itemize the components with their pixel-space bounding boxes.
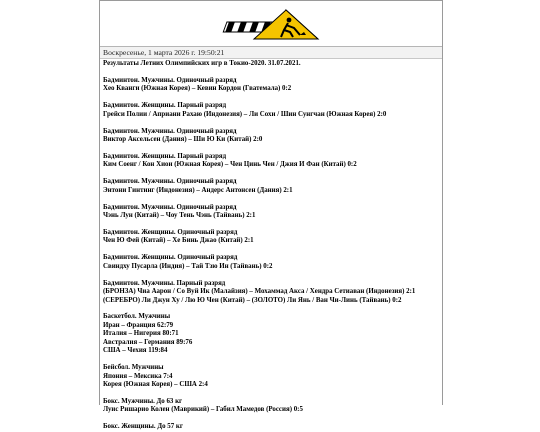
result-category: Бокс. Мужчины. До 63 кг bbox=[103, 397, 183, 405]
result-block bbox=[103, 204, 439, 221]
result-line: Италия – Нигерия 80:71 bbox=[103, 330, 179, 338]
result-block bbox=[103, 77, 439, 94]
result-block bbox=[103, 364, 439, 389]
result-block bbox=[103, 313, 439, 355]
results-list bbox=[103, 77, 439, 432]
result-line: Луис Ришарио Колен (Маврикий) – Габил Мамедов (Россия) 0:5 bbox=[103, 406, 303, 414]
result-line: Свиндху Пусарла (Индия) – Тай Тзю Ин (Тайвань) 0:2 bbox=[103, 262, 273, 270]
result-block bbox=[103, 423, 439, 431]
result-category: Бадминтон. Женщины. Одиночный разряд bbox=[103, 254, 238, 262]
road-works-logo bbox=[220, 8, 320, 41]
result-category: Бадминтон. Мужчины. Одиночный разряд bbox=[103, 203, 237, 211]
result-block bbox=[103, 254, 439, 271]
result-category: Бейсбол. Мужчины bbox=[103, 364, 164, 372]
result-line: (БРОНЗА) Чиа Аарон / Со Вуй Ик (Малайзия) – Мохаммад Акса / Хендра Сетиаван (Индонезия) 2:1 bbox=[103, 288, 416, 296]
page-frame bbox=[99, 0, 443, 431]
result-category: Бадминтон. Женщины. Одиночный разряд bbox=[103, 228, 238, 236]
result-line: Хео Кванги (Южная Корея) – Кевин Кордон (Гватемала) 0:2 bbox=[103, 85, 292, 93]
result-line: (СЕРЕБРО) Ли Джун Ху / Лю Ю Чен (Китай) – (ЗОЛОТО) Ли Янь / Ван Чи-Линь (Тайвань) 0:2 bbox=[103, 296, 402, 304]
result-line: Чен Ю Фей (Китай) – Хе Бинь Джао (Китай) 2:1 bbox=[103, 237, 254, 245]
result-line: Япония – Мексика 7:4 bbox=[103, 372, 173, 380]
result-line: Виктор Аксельсен (Дания) – Ши Ю Ки (Китай) 2:0 bbox=[103, 136, 263, 144]
result-line: Чэнь Лун (Китай) – Чоу Тень Чэнь (Тайвань) 2:1 bbox=[103, 212, 256, 220]
result-line: Австралия – Германия 89:76 bbox=[103, 338, 193, 346]
result-block bbox=[103, 128, 439, 145]
result-category: Бокс. Женщины. До 57 кг bbox=[103, 423, 183, 431]
result-block bbox=[103, 102, 439, 119]
result-category: Бадминтон. Женщины. Парный разряд bbox=[103, 102, 227, 110]
result-block bbox=[103, 229, 439, 246]
result-line: США – Чехия 119:84 bbox=[103, 347, 168, 355]
result-category: Бадминтон. Мужчины. Одиночный разряд bbox=[103, 76, 237, 84]
result-block bbox=[103, 178, 439, 195]
result-line: Иран – Франция 62:79 bbox=[103, 321, 174, 329]
result-category: Бадминтон. Мужчины. Парный разряд bbox=[103, 279, 226, 287]
result-category: Бадминтон. Мужчины. Одиночный разряд bbox=[103, 127, 237, 135]
result-block bbox=[103, 398, 439, 415]
result-line: Ким Соенг / Кон Хиои (Южная Корея) – Чен Цинь Чен / Джия И Фан (Китай) 0:2 bbox=[103, 161, 357, 169]
result-line: Корея (Южная Корея) – США 2:4 bbox=[103, 381, 208, 389]
result-block bbox=[103, 280, 439, 305]
results-content bbox=[100, 59, 442, 432]
result-block bbox=[103, 153, 439, 170]
result-line: Энтони Гинтинг (Индонезия) – Андерс Антонсен (Дания) 2:1 bbox=[103, 186, 293, 194]
dateline: Воскресенье, 1 марта 2026 г. 19:50:21 bbox=[100, 47, 442, 59]
site-banner bbox=[100, 0, 442, 47]
result-category: Бадминтон. Мужчины. Одиночный разряд bbox=[103, 178, 237, 186]
result-category: Бадминтон. Женщины. Парный разряд bbox=[103, 152, 227, 160]
page-heading: Результаты Летних Олимпийских игр в Токио-2020. 31.07.2021. bbox=[103, 60, 301, 67]
result-category: Баскетбол. Мужчины bbox=[103, 313, 171, 321]
result-line: Грейси Полии / Априани Рахаю (Индонезия) – Ли Сохи / Шин Сунгчан (Южная Корея) 2:0 bbox=[103, 110, 387, 118]
